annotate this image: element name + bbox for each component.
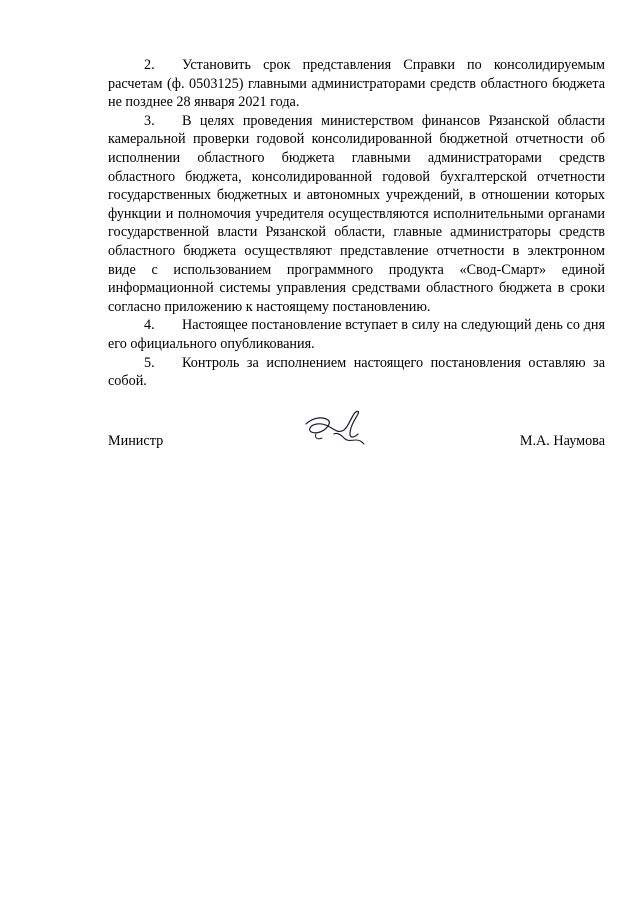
signatory-name: М.А. Наумова [519,433,605,449]
paragraph-number: 4. [144,317,155,334]
handwritten-signature [298,404,370,452]
paragraph-2 [108,56,605,112]
paragraph-text: В целях проведения министерством финансов Рязанской области камеральной проверки годовой консолидированной бюджетной отчетности об исполнении областного бюджета главными администраторами средств областного бюджета, консолидированной годовой бухгалтерской отчетности государственных бюджетных и автономных учреждений, в отношении которых функции и полномочия учредителя осуществляются исполнительными органами государственной власти Рязанской области, главные администраторы средств областного бюджета осуществляют представление отчетности в электронном виде с использованием программного продукта «Свод-Смарт» единой информационной системы управления средствами областного бюджета в сроки согласно приложению к настоящему постановлению. [108,112,605,315]
paragraph-5 [108,354,605,391]
paragraph-text: Настоящее постановление вступает в силу на следующий день со дня его официального опубликования. [108,317,605,352]
paragraph-text: Контроль за исполнением настоящего постановления оставляю за собой. [108,354,605,390]
paragraph-4 [108,316,605,353]
paragraph-number: 2. [144,57,155,73]
paragraph-number: 3. [144,112,155,129]
signature-block [108,432,605,456]
paragraph-number: 5. [144,354,155,371]
document-body [108,56,605,391]
signatory-title: Министр [108,433,164,449]
paragraph-3 [108,112,605,317]
paragraph-text: Установить срок представления Справки по консолидируемым расчетам (ф. 0503125) главными администраторами средств областного бюджета не позднее 28 января 2021 года. [108,57,605,111]
